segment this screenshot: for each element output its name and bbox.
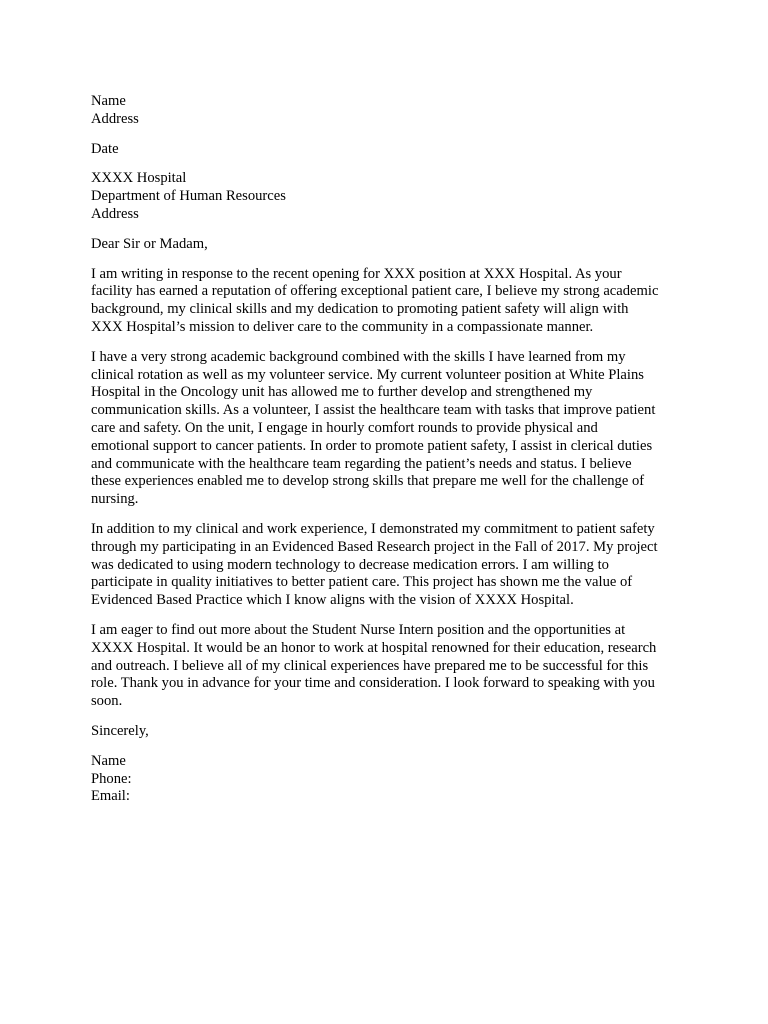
paragraph-line: nursing. — [91, 491, 139, 508]
sender-block — [91, 93, 681, 129]
sender-address: Address — [91, 110, 139, 127]
letter-date: Date — [91, 140, 119, 157]
paragraph-line: Hospital in the Oncology unit has allowed me to further develop and strengthened my — [91, 384, 593, 401]
sender-name: Name — [91, 93, 126, 109]
paragraph-line: I am writing in response to the recent opening for XXX position at XXX Hospital. As your — [91, 265, 622, 282]
closing-block — [91, 723, 681, 741]
paragraph-line: background, my clinical skills and my dedication to promoting patient safety will align with — [91, 301, 629, 318]
date-block — [91, 141, 681, 159]
body-paragraph-4 — [91, 622, 681, 711]
signature-name: Name — [91, 752, 126, 769]
paragraph-line: In addition to my clinical and work experience, I demonstrated my commitment to patient safety — [91, 520, 655, 537]
salutation: Dear Sir or Madam, — [91, 235, 208, 252]
paragraph-line: care and safety. On the unit, I engage in hourly comfort rounds to provide physical and — [91, 419, 598, 436]
body-paragraph-2 — [91, 349, 681, 509]
paragraph-line: clinical rotation as well as my volunteer service. My current volunteer position at White Plains — [91, 366, 644, 383]
body-paragraph-3 — [91, 521, 681, 610]
closing: Sincerely, — [91, 722, 149, 739]
paragraph-line: and outreach. I believe all of my clinical experiences have prepared me to be successful for this — [91, 657, 649, 674]
paragraph-line: facility has earned a reputation of offering exceptional patient care, I believe my strong academic — [91, 283, 659, 300]
paragraph-line: XXXX Hospital. It would be an honor to work at hospital renowned for their education, research — [91, 639, 657, 656]
body-paragraph-1 — [91, 266, 681, 337]
signature-email: Email: — [91, 788, 130, 805]
paragraph-line: communication skills. As a volunteer, I assist the healthcare team with tasks that improve patient — [91, 402, 656, 419]
paragraph-line: soon. — [91, 693, 123, 710]
paragraph-line: XXX Hospital’s mission to deliver care to the community in a compassionate manner. — [91, 318, 594, 335]
paragraph-line: I am eager to find out more about the Student Nurse Intern position and the opportunities at — [91, 621, 626, 638]
recipient-address: Address — [91, 205, 139, 222]
paragraph-line: through my participating in an Evidenced Based Research project in the Fall of 2017. My project — [91, 538, 658, 555]
signature-phone: Phone: — [91, 770, 132, 787]
signature-block — [91, 753, 681, 806]
paragraph-line: emotional support to cancer patients. In order to promote patient safety, I assist in clerical duties — [91, 437, 653, 454]
paragraph-line: Evidenced Based Practice which I know aligns with the vision of XXXX Hospital. — [91, 592, 574, 609]
recipient-organization: XXXX Hospital — [91, 170, 187, 187]
paragraph-line: role. Thank you in advance for your time and consideration. I look forward to speaking with you — [91, 675, 655, 692]
recipient-block — [91, 170, 681, 223]
recipient-department: Department of Human Resources — [91, 188, 286, 205]
paragraph-line: I have a very strong academic background combined with the skills I have learned from my — [91, 348, 626, 365]
salutation-block — [91, 236, 681, 254]
paragraph-line: these experiences enabled me to develop strong skills that prepare me well for the challenge of — [91, 473, 645, 490]
letter-content — [91, 93, 681, 818]
paragraph-line: and communicate with the healthcare team regarding the patient’s needs and status. I believe — [91, 455, 632, 472]
paragraph-line: participate in quality initiatives to better patient care. This project has shown me the value of — [91, 574, 633, 591]
paragraph-line: was dedicated to using modern technology to decrease medication errors. I am willing to — [91, 556, 609, 573]
